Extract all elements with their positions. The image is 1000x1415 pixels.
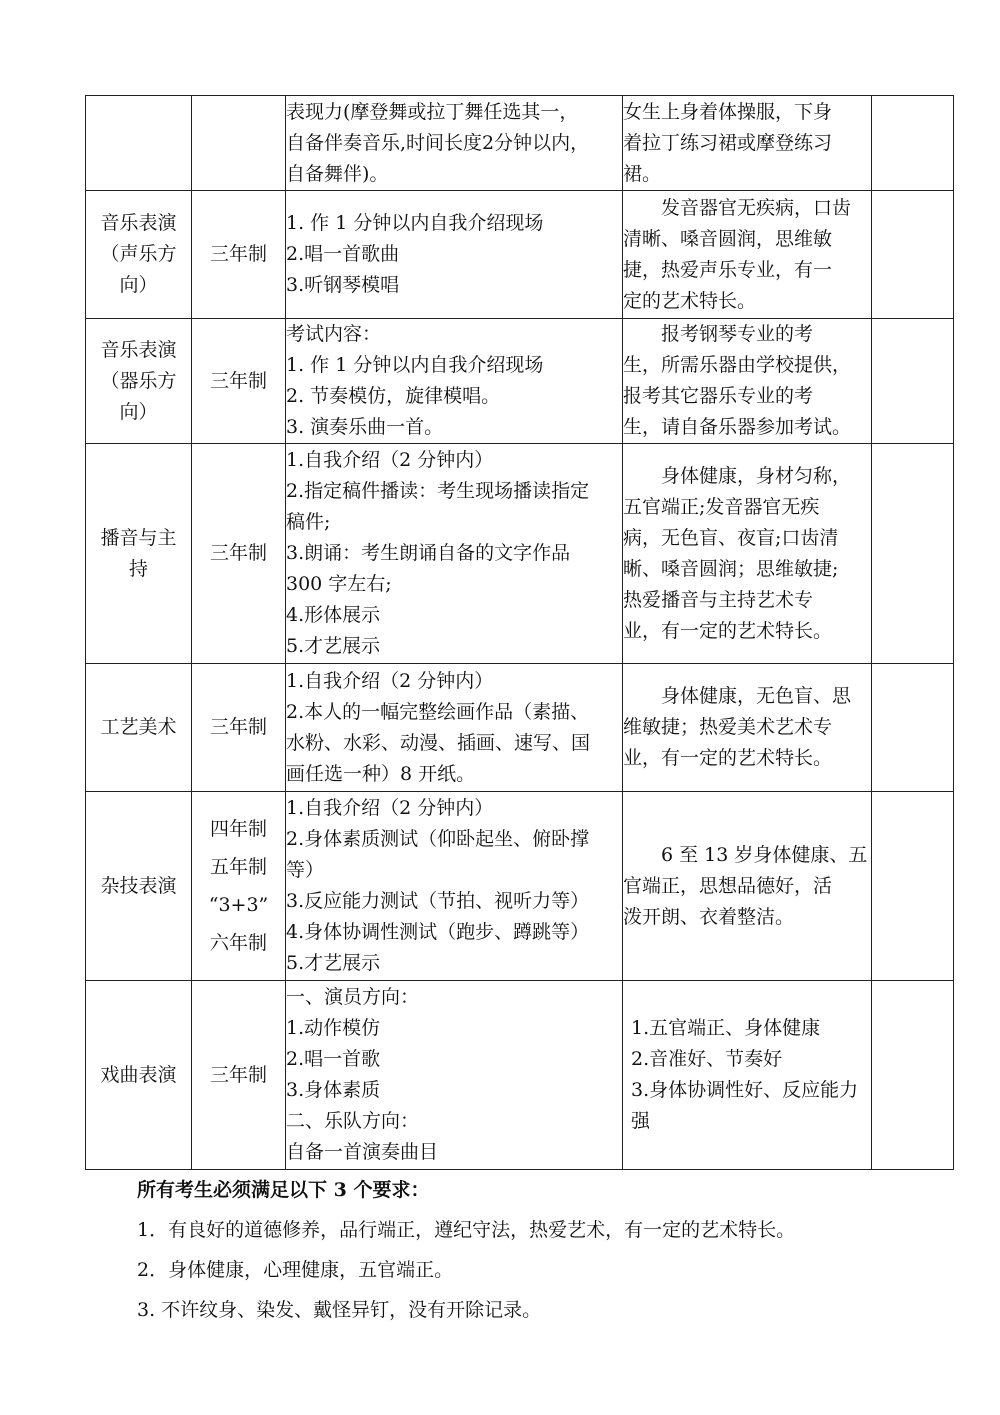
requirements-footer	[137, 1170, 795, 1330]
major-line: 持	[128, 557, 148, 580]
content-line: 3.身体素质	[286, 1079, 381, 1101]
content-line: 2. 节奏模仿，旋律模唱。	[286, 385, 501, 407]
footer-item: 3. 不许纹身、染发、戴怪异钉，没有开除记录。	[137, 1299, 542, 1321]
footer-item: 1．有良好的道德修养，品行端正，遵纪守法，热爱艺术，有一定的艺术特长。	[137, 1219, 796, 1241]
system-line: “3+3”	[208, 894, 269, 916]
requirements-cell	[623, 96, 872, 191]
content-cell	[286, 792, 623, 981]
system-line: 三年制	[209, 716, 267, 738]
content-line: 1.自我介绍（2 分钟内）	[286, 669, 494, 692]
requirement-line: 1.五官端正、身体健康	[631, 1017, 821, 1039]
note-cell	[872, 319, 954, 444]
requirement-line: 3.身体协调性好、反应能力	[631, 1079, 859, 1101]
major-line: 音乐表演	[100, 338, 177, 361]
requirement-line: 发音器官无疾病，口齿	[661, 196, 852, 219]
content-line: 4.形体展示	[286, 604, 381, 626]
requirement-line: 五官端正;发音器官无疾	[623, 495, 820, 518]
content-line: 3.听钢琴模唱	[286, 274, 400, 296]
content-line: 2.身体素质测试（仰卧起坐、俯卧撑	[286, 828, 590, 850]
content-line: 2.本人的一幅完整绘画作品（素描、	[286, 700, 590, 723]
content-cell	[286, 664, 623, 792]
requirements-cell	[623, 664, 872, 792]
major-cell	[86, 664, 192, 792]
requirement-line: 身体健康，无色盲、思	[661, 685, 852, 707]
note-cell	[872, 444, 954, 664]
requirements-cell	[623, 792, 872, 981]
system-cell	[192, 981, 286, 1170]
system-cell	[192, 792, 286, 981]
content-line: 3. 演奏乐曲一首。	[286, 416, 444, 438]
requirement-line: 生，请自备乐器参加考试。	[623, 416, 852, 438]
content-line: 等）	[286, 859, 325, 881]
requirement-line: 定的艺术特长。	[623, 289, 757, 312]
note-cell	[872, 664, 954, 792]
major-cell	[86, 981, 192, 1170]
major-line: 戏曲表演	[100, 1063, 177, 1086]
content-line: 1. 作 1 分钟以内自我介绍现场	[286, 212, 544, 234]
table-row	[86, 191, 954, 319]
major-line: 工艺美术	[100, 716, 177, 738]
requirement-line: 病，无色盲、夜盲;口齿清	[623, 526, 839, 549]
requirement-line: 2.音准好、节奏好	[631, 1048, 783, 1070]
content-line: 2.唱一首歌	[286, 1048, 381, 1070]
requirements-cell	[623, 444, 872, 664]
major-line: （声乐方	[100, 243, 177, 265]
system-line: 三年制	[209, 542, 267, 564]
major-cell	[86, 191, 192, 319]
system-cell	[192, 96, 286, 191]
major-line: 播音与主	[100, 526, 177, 549]
note-cell	[872, 792, 954, 981]
requirement-line: 晰、嗓音圆润；思维敏捷;	[623, 557, 839, 580]
content-line: 1.自我介绍（2 分钟内）	[286, 797, 494, 819]
content-line: 表现力(摩登舞或拉丁舞任选其一，	[286, 100, 579, 123]
content-line: 二、乐队方向：	[286, 1110, 420, 1132]
content-cell	[286, 319, 623, 444]
content-line: 稿件;	[286, 511, 331, 533]
requirement-line: 女生上身着体操服，下身	[623, 100, 833, 123]
content-line: 考试内容：	[286, 323, 382, 345]
requirement-line: 着拉丁练习裙或摩登练习	[623, 131, 833, 154]
requirement-line: 6 至 13 岁身体健康、五	[661, 843, 868, 866]
requirement-line: 官端正，思想品德好，活	[623, 874, 833, 897]
content-line: 自备舞伴)。	[286, 162, 389, 185]
footer-heading: 所有考生必须满足以下 3 个要求：	[137, 1179, 430, 1201]
content-line: 2.指定稿件播读：考生现场播读指定	[286, 480, 590, 502]
content-cell	[286, 981, 623, 1170]
content-line: 4.身体协调性测试（跑步、蹲跳等）	[286, 921, 590, 943]
requirement-line: 报考其它器乐专业的考	[623, 385, 814, 407]
content-line: 画任选一种）8 开纸。	[286, 762, 476, 785]
table-row	[86, 444, 954, 664]
system-line: 四年制	[209, 818, 267, 840]
content-line: 自备一首演奏曲目	[286, 1141, 439, 1163]
major-cell	[86, 444, 192, 664]
major-line: （器乐方	[100, 369, 177, 392]
requirements-cell	[623, 319, 872, 444]
note-cell	[872, 96, 954, 191]
content-line: 5.才艺展示	[286, 952, 381, 974]
content-cell	[286, 191, 623, 319]
content-line: 3.反应能力测试（节拍、视听力等）	[286, 890, 590, 912]
requirement-line: 捷，热爱声乐专业，有一	[623, 258, 833, 281]
requirement-line: 强	[631, 1110, 651, 1132]
content-line: 1.自我介绍（2 分钟内）	[286, 449, 494, 471]
content-cell	[286, 96, 623, 191]
content-line: 2.唱一首歌曲	[286, 243, 400, 265]
requirement-line: 生，所需乐器由学校提供，	[623, 354, 852, 376]
note-cell	[872, 981, 954, 1170]
requirement-line: 泼开朗、衣着整洁。	[623, 905, 795, 928]
system-cell	[192, 664, 286, 792]
table-row	[86, 981, 954, 1170]
major-cell	[86, 319, 192, 444]
table-row	[86, 319, 954, 444]
system-line: 六年制	[209, 932, 267, 954]
requirements-cell	[623, 191, 872, 319]
table-row	[86, 96, 954, 191]
table-row	[86, 664, 954, 792]
major-line: 音乐表演	[100, 212, 177, 234]
major-cell	[86, 96, 192, 191]
system-cell	[192, 191, 286, 319]
system-cell	[192, 319, 286, 444]
system-line: 三年制	[209, 1063, 267, 1086]
requirement-line: 身体健康，身材匀称，	[661, 464, 852, 487]
requirement-line: 清晰、嗓音圆润，思维敏	[623, 227, 833, 250]
system-cell	[192, 444, 286, 664]
requirement-line: 业，有一定的艺术特长。	[623, 619, 833, 642]
footer-item: 2．身体健康，心理健康，五官端正。	[137, 1259, 454, 1281]
admission-table	[85, 95, 954, 1170]
requirement-line: 报考钢琴专业的考	[661, 323, 814, 345]
major-line: 杂技表演	[100, 874, 177, 897]
major-line: 向）	[119, 400, 158, 423]
major-cell	[86, 792, 192, 981]
major-line: 向）	[119, 274, 158, 296]
content-line: 1.动作模仿	[286, 1017, 381, 1039]
system-line: 三年制	[209, 243, 267, 265]
content-line: 1. 作 1 分钟以内自我介绍现场	[286, 354, 544, 376]
requirement-line: 热爱播音与主持艺术专	[623, 588, 814, 611]
content-line: 3.朗诵：考生朗诵自备的文字作品	[286, 542, 571, 564]
note-cell	[872, 191, 954, 319]
content-line: 5.才艺展示	[286, 635, 381, 657]
table-row	[86, 792, 954, 981]
content-line: 一、演员方向：	[286, 986, 420, 1008]
requirement-line: 维敏捷；热爱美术艺术专	[623, 716, 833, 738]
requirements-cell	[623, 981, 872, 1170]
content-cell	[286, 444, 623, 664]
requirement-line: 裙。	[623, 162, 662, 185]
system-line: 三年制	[209, 369, 267, 392]
content-line: 水粉、水彩、动漫、插画、速写、国	[286, 731, 591, 754]
content-line: 300 字左右;	[286, 573, 392, 595]
requirement-line: 业，有一定的艺术特长。	[623, 747, 833, 769]
content-line: 自备伴奏音乐,时间长度2分钟以内，	[286, 131, 590, 154]
system-line: 五年制	[209, 856, 267, 878]
